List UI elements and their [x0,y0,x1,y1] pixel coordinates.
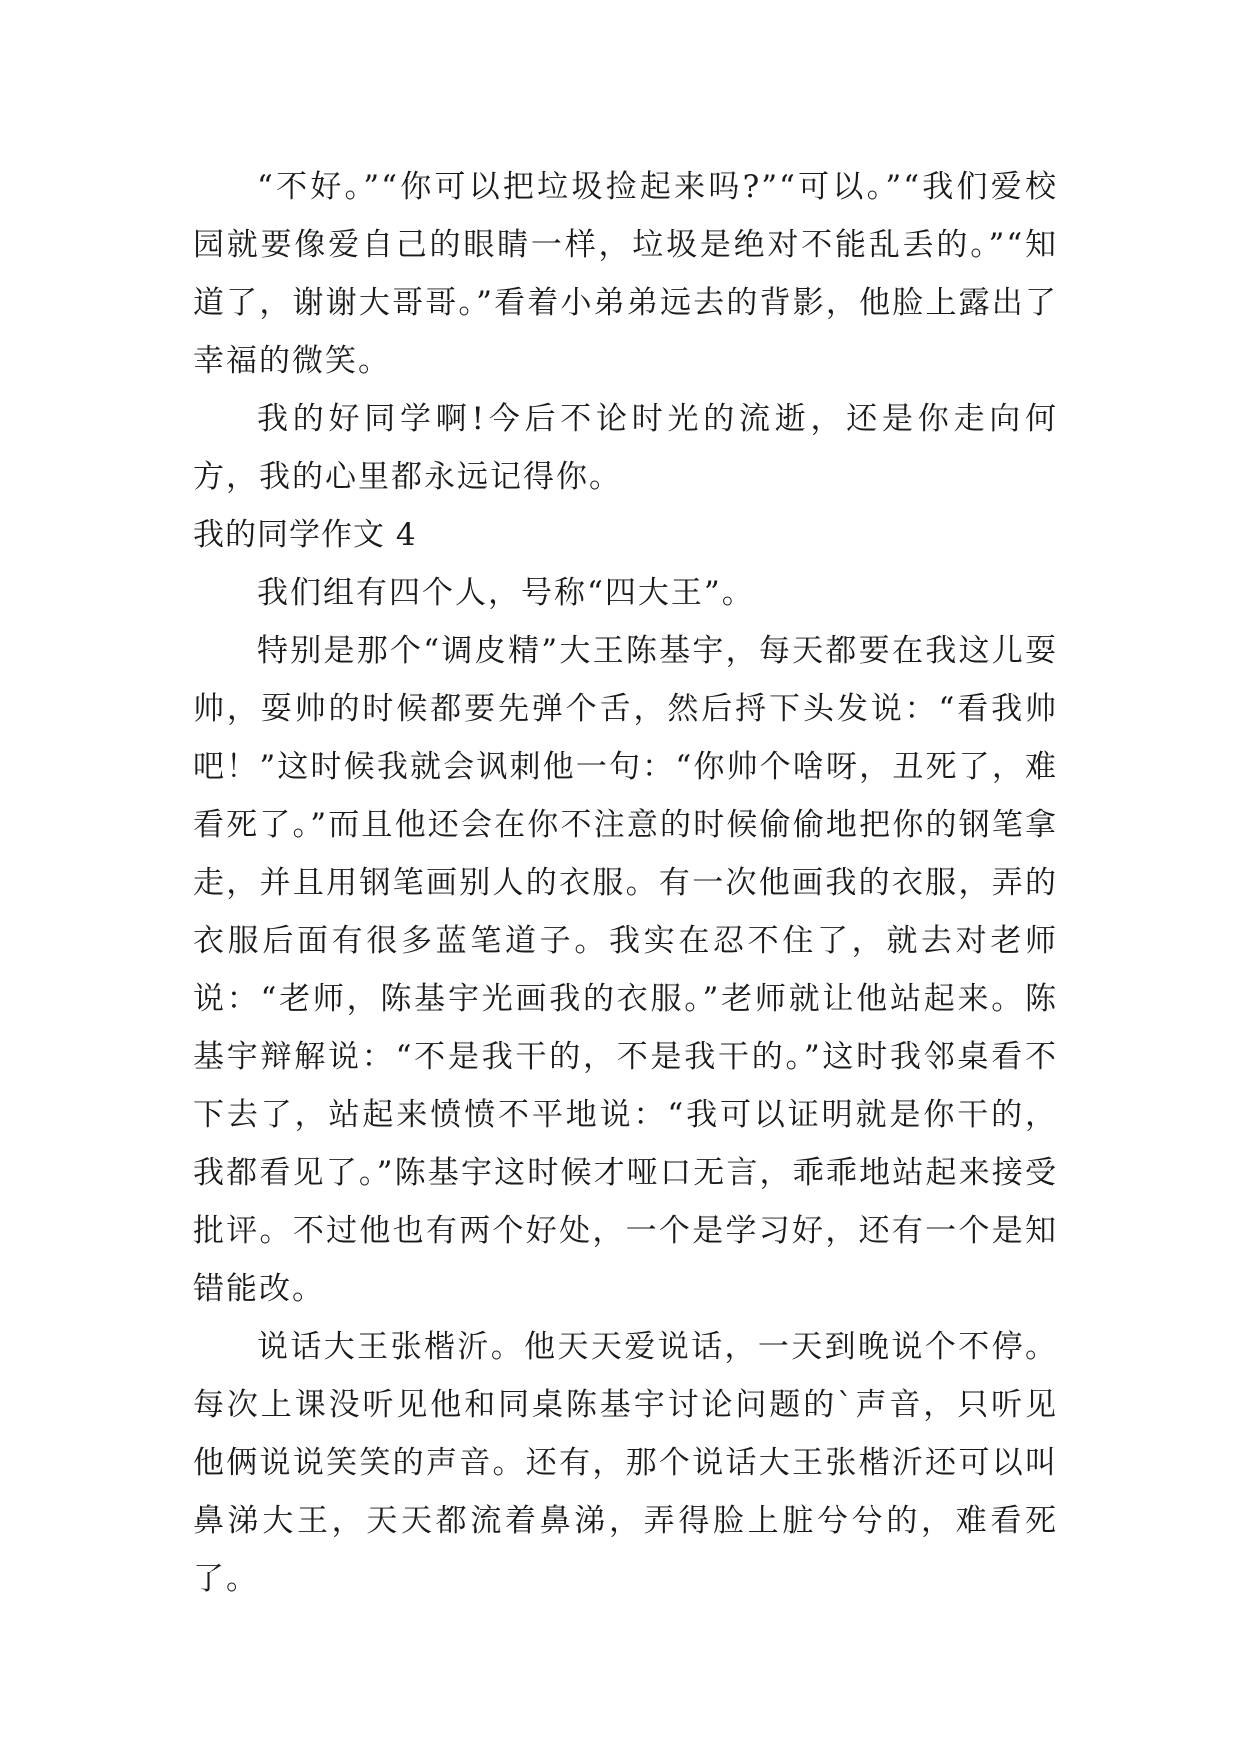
paragraph-zhang-kaiyi: 说话大王张楷沂。他天天爱说话，一天到晚说个不停。每次上课没听见他和同桌陈基宇讨论问题的`声音，只听见他俩说说笑笑的声音。还有，那个说话大王张楷沂还可以叫鼻涕大王，天天都流着鼻涕，弄得脸上脏兮兮的，难看死了。 [193,1329,1058,1597]
paragraph-four-kings: 我们组有四个人，号称“四大王”。 [257,575,755,611]
paragraph-litter-dialogue: “不好。”“你可以把垃圾捡起来吗?”“可以。”“我们爱校园就要像爱自己的眼睛一样，垃圾是绝对不能乱丢的。”“知道了，谢谢大哥哥。”看着小弟弟远去的背影，他脸上露出了幸福的微笑。 [193,169,1058,379]
paragraph-chen-jiyu: 特别是那个“调皮精”大王陈基宇，每天都要在我这儿耍帅，耍帅的时候都要先弹个舌，然后捋下头发说：“看我帅吧！”这时候我就会讽刺他一句：“你帅个啥呀，丑死了，难看死了。”而且他还会在你不注意的时候偷偷地把你的钢笔拿走，并且用钢笔画别人的衣服。有一次他画我的衣服，弄的衣服后面有很多蓝笔道子。我实在忍不住了，就去对老师说：“老师，陈基宇光画我的衣服。”老师就让他站起来。陈基宇辩解说：“不是我干的，不是我干的。”这时我邻桌看不下去了，站起来愤愤不平地说：“我可以证明就是你干的，我都看见了。”陈基宇这时候才哑口无言，乖乖地站起来接受批评。不过他也有两个好处，一个是学习好，还有一个是知错能改。 [193,633,1058,1307]
paragraph-remember-classmate: 我的好同学啊!今后不论时光的流逝，还是你走向何方，我的心里都永远记得你。 [193,401,1058,495]
document-body [193,158,1058,1608]
essay-heading: 我的同学作文 4 [193,517,417,553]
